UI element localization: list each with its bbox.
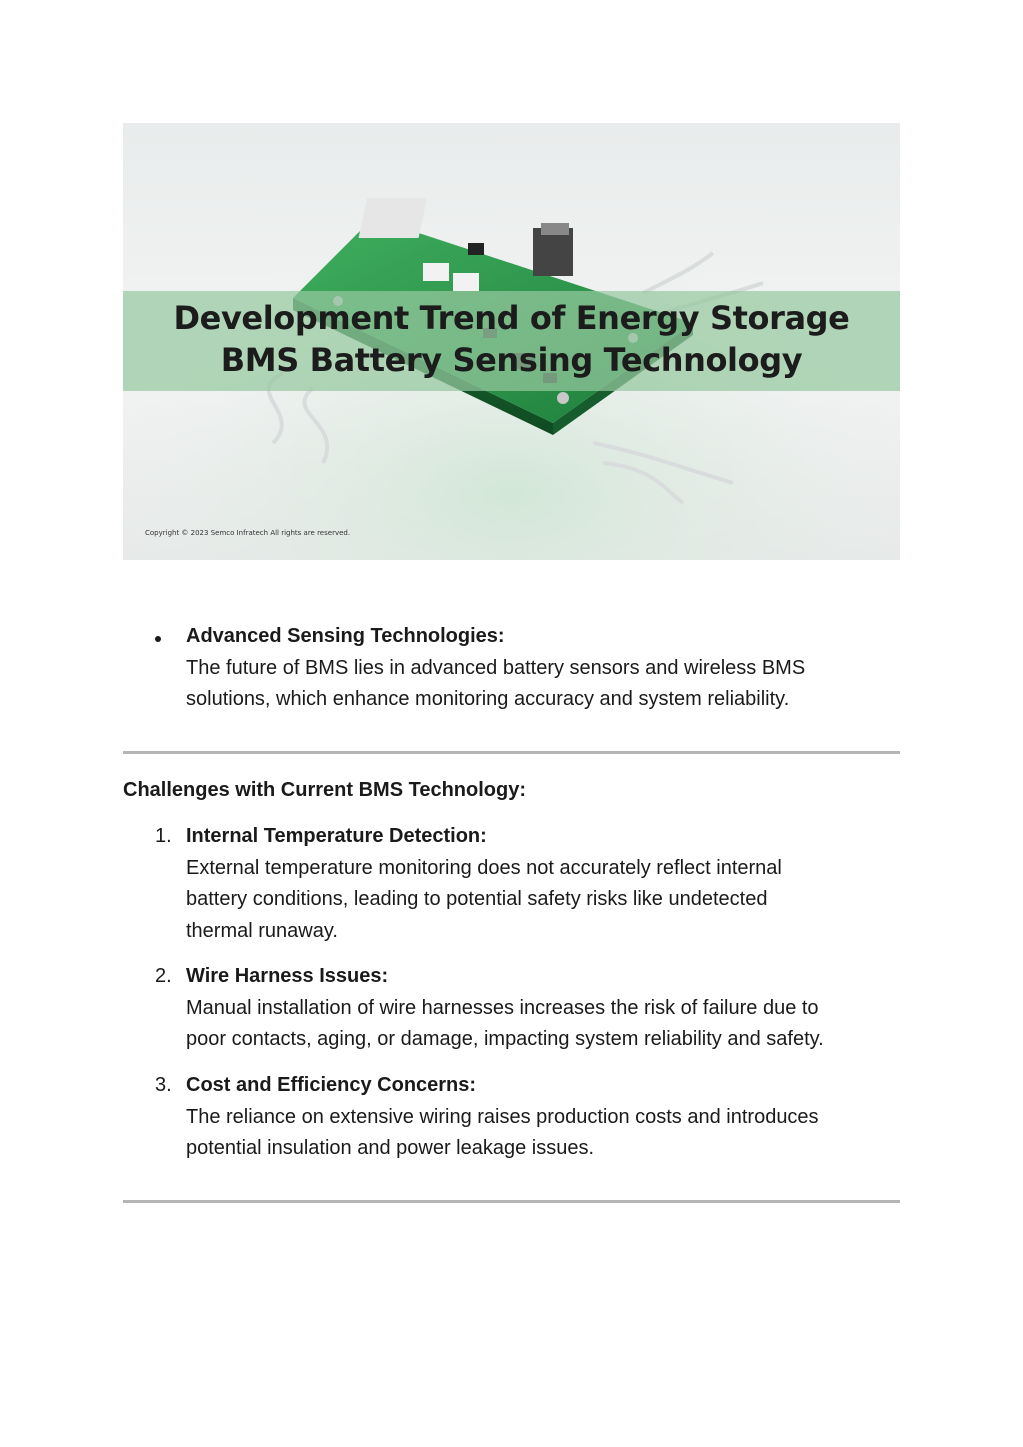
bullet-item-advanced-sensing <box>186 621 906 716</box>
list-item-line: The reliance on extensive wiring raises production costs and introduces <box>186 1105 819 1128</box>
list-item-wire-harness <box>186 961 906 1056</box>
copyright-note: Copyright © 2023 Semco Infratech All rights are reserved. <box>145 529 351 537</box>
hero-title-line2: BMS Battery Sensing Technology <box>220 341 803 379</box>
list-item-line: potential insulation and power leakage issues. <box>186 1137 595 1159</box>
hero-image <box>123 123 900 560</box>
list-item-line: External temperature monitoring does not accurately reflect internal <box>186 856 782 879</box>
challenges-heading: Challenges with Current BMS Technology: <box>123 779 526 801</box>
list-item-line: poor contacts, aging, or damage, impacting system reliability and safety. <box>186 1028 824 1050</box>
bullet-item-body-line2: solutions, which enhance monitoring accuracy and system reliability. <box>186 688 790 710</box>
list-number-3: 3. <box>155 1074 172 1096</box>
list-item-line: battery conditions, leading to potential safety risks like undetected <box>186 888 768 910</box>
list-item-heading: Wire Harness Issues: <box>186 965 389 987</box>
list-number-2: 2. <box>155 965 172 987</box>
bullet-item-heading: Advanced Sensing Technologies: <box>186 625 505 647</box>
divider-bottom <box>123 1200 900 1203</box>
list-item-line: thermal runaway. <box>186 919 338 942</box>
list-number-1: 1. <box>155 825 172 847</box>
hero-title-line1: Development Trend of Energy Storage <box>173 299 850 337</box>
list-item-line: Manual installation of wire harnesses increases the risk of failure due to <box>186 996 819 1019</box>
list-item-heading: Cost and Efficiency Concerns: <box>186 1074 477 1096</box>
list-item-heading: Internal Temperature Detection: <box>186 825 487 847</box>
hero-title <box>123 297 900 381</box>
list-item-cost-efficiency <box>186 1070 906 1165</box>
bullet-item-body-line1: The future of BMS lies in advanced battery sensors and wireless BMS <box>186 656 806 679</box>
list-item-internal-temperature <box>186 821 906 947</box>
divider-top <box>123 751 900 754</box>
bullet-dot <box>155 636 161 642</box>
